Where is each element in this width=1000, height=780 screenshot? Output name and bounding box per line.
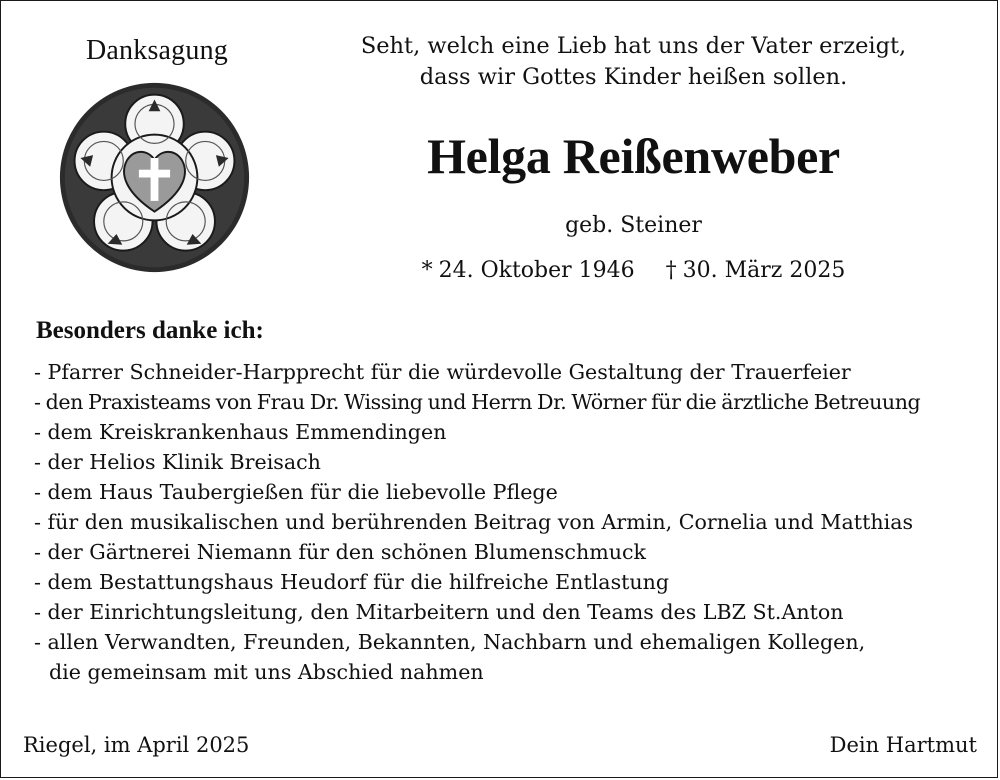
list-item: - dem Haus Taubergießen für die liebevolle Pflege bbox=[34, 480, 558, 504]
death-date: 30. März 2025 bbox=[682, 258, 846, 283]
list-item-continuation bbox=[34, 657, 984, 687]
life-dates bbox=[331, 258, 936, 283]
list-item: - der Einrichtungsleitung, den Mitarbeitern und den Teams des LBZ St.Anton bbox=[34, 600, 844, 624]
birth-symbol: * bbox=[421, 258, 433, 283]
deceased-name: Helga Reißenweber bbox=[427, 128, 840, 184]
card-title: Danksagung bbox=[86, 35, 228, 66]
luther-rose-icon bbox=[57, 80, 252, 275]
bible-verse bbox=[331, 31, 936, 93]
list-item: - der Helios Klinik Breisach bbox=[34, 450, 321, 474]
thanks-heading: Besonders danke ich: bbox=[36, 317, 264, 344]
signature: Dein Hartmut bbox=[829, 733, 977, 757]
thanks-list bbox=[34, 357, 984, 687]
list-item: - für den musikalischen und berührenden Beitrag von Armin, Cornelia und Matthias bbox=[34, 510, 914, 534]
place-date: Riegel, im April 2025 bbox=[23, 733, 250, 757]
birth-name: geb. Steiner bbox=[565, 213, 702, 238]
list-item: - dem Bestattungshaus Heudorf für die hilfreiche Entlastung bbox=[34, 570, 670, 594]
list-item: - allen Verwandten, Freunden, Bekannten, Nachbarn und ehemaligen Kollegen, bbox=[34, 630, 866, 654]
list-item: - dem Kreiskrankenhaus Emmendingen bbox=[34, 420, 447, 444]
list-item: - den Praxisteams von Frau Dr. Wissing und Herrn Dr. Wörner für die ärztliche Betreuung bbox=[34, 390, 921, 414]
verse-line-2: dass wir Gottes Kinder heißen sollen. bbox=[419, 64, 848, 90]
birth-date: 24. Oktober 1946 bbox=[438, 258, 635, 283]
list-item: - der Gärtnerei Niemann für den schönen Blumenschmuck bbox=[34, 540, 647, 564]
continuation-text: die gemeinsam mit uns Abschied nahmen bbox=[49, 660, 484, 684]
list-item: - Pfarrer Schneider-Harpprecht für die würdevolle Gestaltung der Trauerfeier bbox=[34, 360, 851, 384]
verse-line-1: Seht, welch eine Lieb hat uns der Vater erzeigt, bbox=[360, 33, 907, 59]
death-symbol: † bbox=[665, 258, 677, 283]
